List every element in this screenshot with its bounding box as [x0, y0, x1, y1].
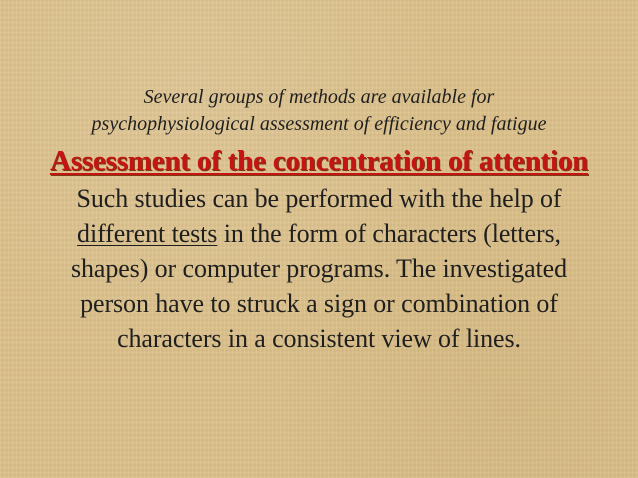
- body-line-3: shapes) or computer programs. The investigated: [70, 254, 567, 283]
- intro-line-1: Several groups of methods are available for: [143, 86, 495, 108]
- body-line-2-rest: in the form of characters (letters,: [223, 219, 561, 248]
- slide-content: [0, 84, 638, 356]
- different-tests-link[interactable]: different tests: [77, 219, 218, 248]
- intro-text: [0, 84, 638, 138]
- body-line-4: person have to struck a sign or combination of: [80, 289, 558, 318]
- intro-line-2: psychophysiological assessment of efficiency and fatigue: [91, 113, 547, 135]
- section-heading: Assessment of the concentration of attention: [49, 145, 589, 177]
- body-paragraph: [0, 181, 638, 356]
- body-line-1: Such studies can be performed with the help of: [76, 184, 562, 213]
- body-line-5: characters in a consistent view of lines.: [117, 324, 521, 353]
